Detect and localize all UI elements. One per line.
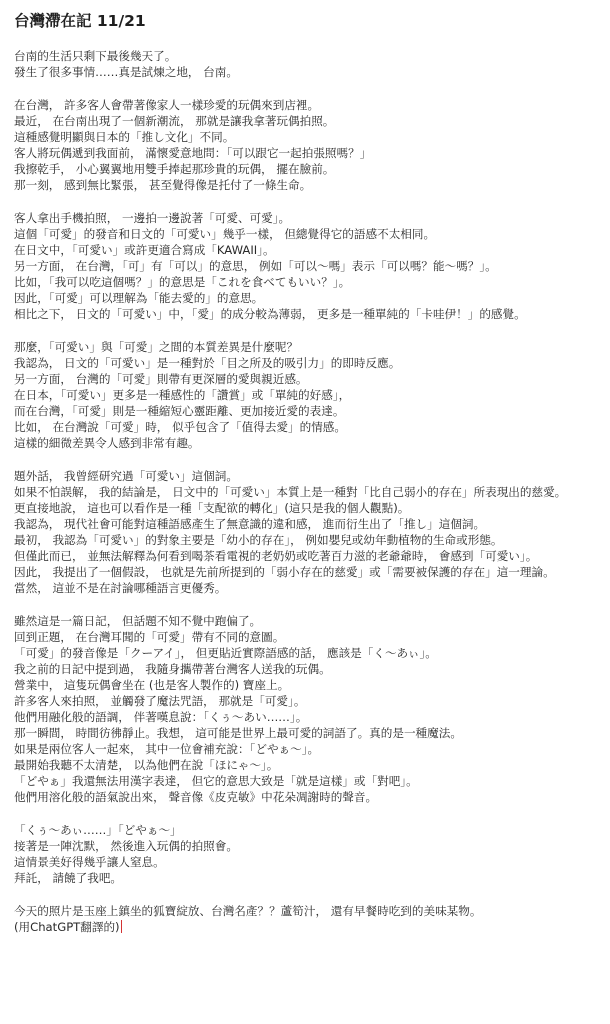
text-line: 另一方面， 台灣的「可愛」則帶有更深層的愛與親近感。	[14, 372, 308, 386]
text-line: 因此， 我提出了一個假設， 也就是先前所提到的「弱小存在的慈愛」或「需要被保護的存在」這一理論。	[14, 565, 555, 579]
text-line: 「可愛」的發音像是「クーアイ」， 但更貼近實際語感的話， 應該是「く〜あぃ」。	[14, 646, 437, 660]
text-line: 那麼，「可愛い」與「可愛」之間的本質差異是什麼呢？	[14, 340, 299, 354]
text-line: 題外話， 我曾經研究過「可愛い」這個詞。	[14, 469, 238, 483]
text-line: 接著是一陣沈默， 然後進入玩偶的拍照會。	[14, 839, 238, 853]
text-line: 比如， 在台灣說「可愛」時， 似乎包含了「值得去愛」的情感。	[14, 420, 346, 434]
text-line: 「くぅ〜あぃ……」「どやぁ〜」	[14, 823, 182, 837]
text-line: 當然， 這並不是在討論哪種語言更優秀。	[14, 581, 227, 595]
text-cursor	[121, 920, 122, 933]
text-line: (用ChatGPT翻譯的)	[14, 920, 120, 934]
paragraph	[14, 822, 600, 886]
text-line: 如果是兩位客人一起來， 其中一位會補充說：「どやぁ〜」。	[14, 742, 320, 756]
text-line: 而在台灣，「可愛」則是一種縮短心靈距離、更加接近愛的表達。	[14, 404, 345, 418]
paragraph	[14, 613, 600, 805]
text-line: 我認為， 現代社會可能對這種語感產生了無意識的違和感， 進而衍生出了「推し」這個詞。	[14, 517, 486, 531]
text-line: 比如，「我可以吃這個嗎？」的意思是「これを食べてもいい？」。	[14, 275, 351, 289]
text-line: 他們用融化般的語調， 伴著嘆息說：「くぅ〜あい……」。	[14, 710, 308, 724]
text-line: 更直接地說， 這也可以看作是一種「支配欲的轉化」(這只是我的個人觀點)。	[14, 501, 410, 515]
text-line: 他們用溶化般的語氣說出來， 聲音像《皮克敏》中花朵凋謝時的聲音。	[14, 790, 378, 804]
text-line: 營業中， 這隻玩偶會坐在 (也是客人製作的) 寶座上。	[14, 678, 290, 692]
text-line: 發生了很多事情……真是試煉之地， 台南。	[14, 65, 238, 79]
text-line: 客人拿出手機拍照， 一邊拍一邊說著「可愛、可愛」。	[14, 211, 291, 225]
text-line: 如果不怕誤解， 我的結論是， 日文中的「可愛い」本質上是一種對「比自己弱小的存在」所表現出的慈愛。	[14, 485, 567, 499]
text-line: 最開始我聽不太清楚， 以為他們在說「ほにゃ〜」。	[14, 758, 279, 772]
text-line: 另一方面， 在台灣，「可」有「可以」的意思， 例如「可以〜嗎」表示「可以嗎？能〜嗎？」。	[14, 259, 497, 273]
text-line: 這情景美好得幾乎讓人窒息。	[14, 855, 165, 869]
text-line: 今天的照片是玉座上鎮坐的狐寶綻放、台灣名產？？蘆筍汁， 還有早餐時吃到的美味某物。	[14, 904, 482, 918]
diary-body	[14, 48, 600, 935]
text-line: 這樣的細微差異令人感到非常有趣。	[14, 436, 200, 450]
text-line: 但僅此而已， 並無法解釋為何看到喝茶看電視的老奶奶或吃著百力滋的老爺爺時， 會感到「可愛い」。	[14, 549, 538, 563]
paragraph	[14, 48, 600, 80]
text-line: 這種感覺明顯與日本的「推し文化」不同。	[14, 130, 235, 144]
text-line: 在台灣， 許多客人會帶著像家人一樣珍愛的玩偶來到店裡。	[14, 98, 320, 112]
text-line: 那一瞬間， 時間彷彿靜止。我想， 這可能是世界上最可愛的詞語了。真的是一種魔法。	[14, 726, 462, 740]
paragraph	[14, 468, 600, 596]
text-line: 「どやぁ」我還無法用漢字表達， 但它的意思大致是「就是這樣」或「對吧」。	[14, 774, 418, 788]
text-line: 這個「可愛」的發音和日文的「可愛い」幾乎一樣， 但總覺得它的語感不太相同。	[14, 227, 436, 241]
text-line: 我認為， 日文的「可愛い」是一種對於「目之所及的吸引力」的即時反應。	[14, 356, 401, 370]
paragraph	[14, 97, 600, 193]
text-line: 我擦乾手， 小心翼翼地用雙手捧起那珍貴的玩偶， 擺在臉前。	[14, 162, 335, 176]
text-line: 雖然這是一篇日記， 但話題不知不覺中跑偏了。	[14, 614, 262, 628]
text-line: 我之前的日記中提到過， 我隨身攜帶著台灣客人送我的玩偶。	[14, 662, 331, 676]
text-line: 在日本，「可愛い」更多是一種感性的「讚賞」或「單純的好感」，	[14, 388, 351, 402]
text-line: 因此，「可愛」可以理解為「能去愛的」的意思。	[14, 291, 264, 305]
text-line: 回到正題， 在台灣耳聞的「可愛」帶有不同的意圖。	[14, 630, 285, 644]
page-title: 台灣滯在記 11/21	[14, 12, 146, 30]
text-line: 客人將玩偶遞到我面前， 滿懷愛意地問：「可以跟它一起拍張照嗎？」	[14, 146, 372, 160]
paragraph	[14, 339, 600, 451]
text-line: 許多客人來拍照， 並觸發了魔法咒語， 那就是「可愛」。	[14, 694, 306, 708]
paragraph	[14, 903, 600, 935]
paragraph	[14, 210, 600, 322]
text-line: 那一刻， 感到無比緊張， 甚至覺得像是托付了一條生命。	[14, 178, 312, 192]
text-line: 最初， 我認為「可愛い」的對象主要是「幼小的存在」， 例如嬰兒或幼年動植物的生命或形態。	[14, 533, 503, 547]
text-line: 在日文中，「可愛い」或許更適合寫成「KAWAII」。	[14, 243, 275, 257]
text-line: 相比之下， 日文的「可愛い」中，「愛」的成分較為薄弱， 更多是一種單純的「卡哇伊！」的感覺。	[14, 307, 526, 321]
text-line: 拜託， 請饒了我吧。	[14, 871, 123, 885]
text-line: 台南的生活只剩下最後幾天了。	[14, 49, 177, 63]
text-line: 最近， 在台南出現了一個新潮流， 那就是讓我拿著玩偶拍照。	[14, 114, 335, 128]
